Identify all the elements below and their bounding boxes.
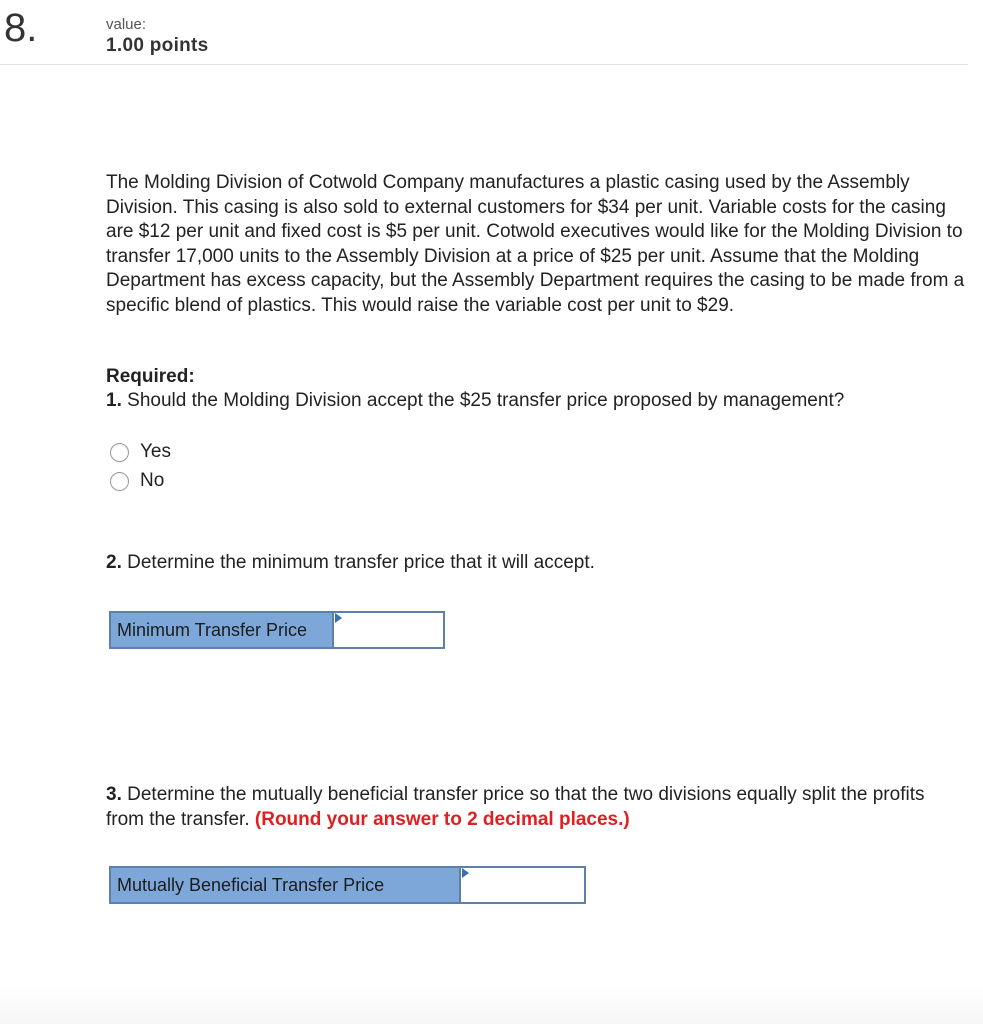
question-2-text: Determine the minimum transfer price that it will accept. — [127, 552, 595, 573]
problem-statement: The Molding Division of Cotwold Company manufactures a plastic casing used by the Assembly Division. This casing is also sold to external customers for $34 per unit. Variable costs for the casing are $12 per unit and fixed cost is $5 per unit. Cotwold executives would like for the Molding Division to transfer 17,000 units to the Assembly Division at a price of $25 per unit. Assume that the Molding Department has excess capacity, but the Assembly Department requires the casing to be made from a specific blend of plastics. This would raise the variable cost per unit to $29. — [106, 172, 965, 316]
radio-no[interactable] — [110, 472, 129, 491]
mutually-beneficial-price-label: Mutually Beneficial Transfer Price — [111, 868, 461, 902]
question-1-number: 1. — [106, 390, 122, 411]
minimum-transfer-price-cell[interactable] — [334, 613, 443, 647]
points-value: 1.00 points — [106, 35, 209, 56]
mutually-beneficial-price-input[interactable] — [461, 868, 584, 902]
question-3 — [106, 782, 966, 832]
bottom-fade — [0, 984, 983, 1024]
minimum-transfer-price-row — [109, 611, 445, 649]
mutually-beneficial-price-cell[interactable] — [461, 868, 584, 902]
option-yes[interactable] — [110, 441, 171, 463]
question-number: 8. — [4, 6, 38, 50]
cell-marker-icon — [462, 868, 469, 878]
question-2-number: 2. — [106, 552, 122, 573]
cell-marker-icon — [335, 613, 342, 623]
required-heading: Required: — [106, 366, 195, 387]
header-divider — [0, 64, 968, 65]
option-no[interactable] — [110, 470, 164, 492]
minimum-transfer-price-label: Minimum Transfer Price — [111, 613, 334, 647]
question-3-text: Determine the mutually beneficial transfer price so that the two divisions equally split the profits from the transfer. — [106, 784, 925, 830]
minimum-transfer-price-input[interactable] — [334, 613, 443, 647]
question-2 — [106, 552, 966, 574]
mutually-beneficial-price-row — [109, 866, 586, 904]
question-1 — [106, 390, 966, 412]
rounding-hint: (Round your answer to 2 decimal places.) — [254, 809, 630, 830]
question-3-number: 3. — [106, 784, 122, 805]
question-1-text: Should the Molding Division accept the $25 transfer price proposed by management? — [127, 390, 845, 411]
radio-yes[interactable] — [110, 443, 129, 462]
option-no-label: No — [140, 470, 165, 491]
value-label: value: — [106, 16, 147, 33]
option-yes-label: Yes — [140, 441, 171, 462]
